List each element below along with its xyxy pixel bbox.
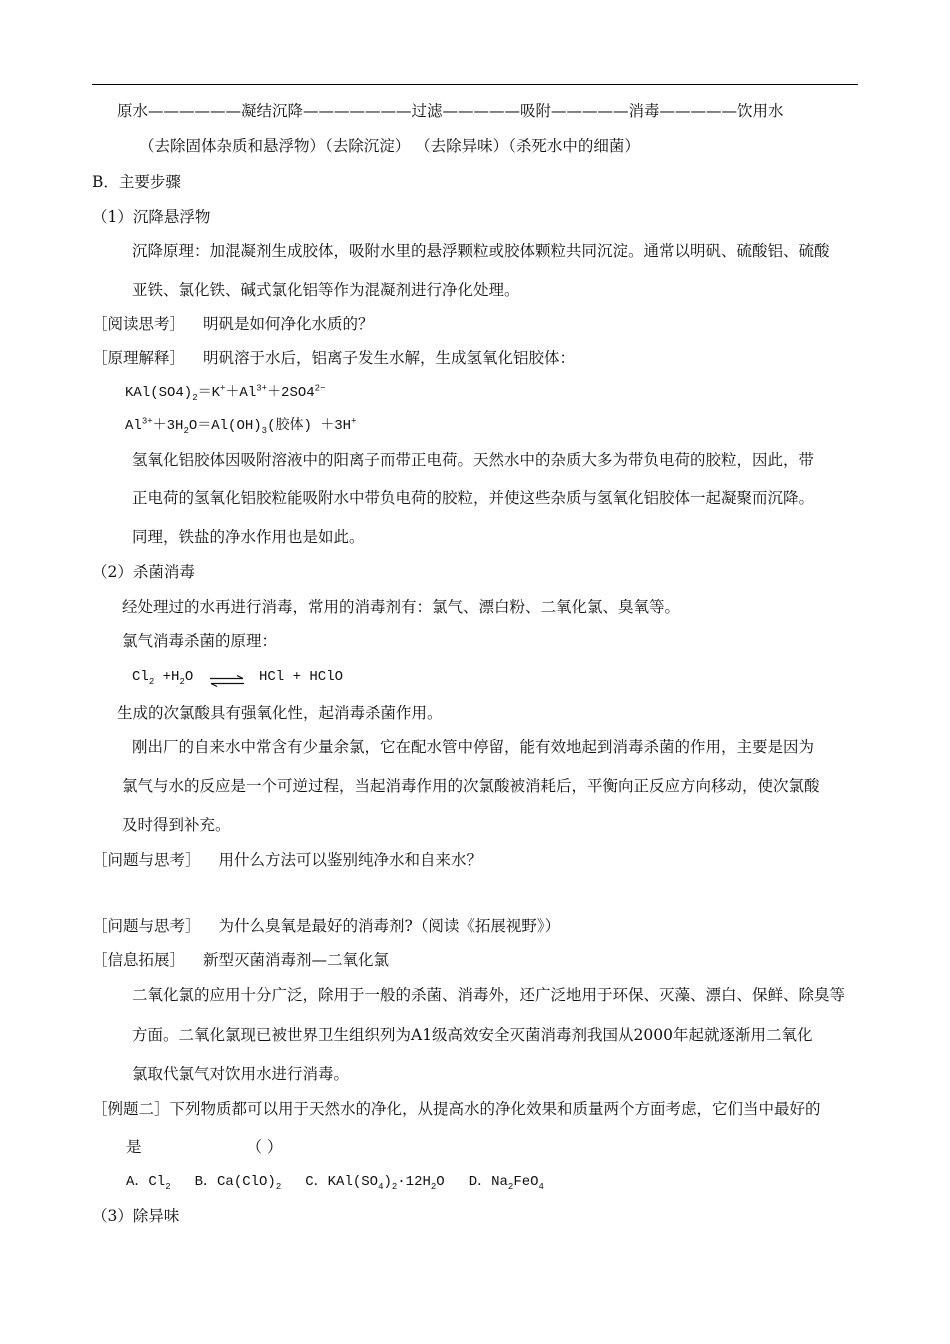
read-think-tag: ［阅读思考］ <box>92 315 186 333</box>
read-think-row <box>92 314 374 334</box>
process-notes: （去除固体杂质和悬浮物）（去除沉淀） （去除异味）（杀死水中的细菌） <box>139 137 640 155</box>
equation-chlorine-right: HCl + HClO <box>259 669 344 685</box>
header-rule <box>92 84 858 85</box>
example-options <box>126 1172 544 1192</box>
principle-explain-text: 明矾溶于水后，铝离子发生水解，生成氢氧化铝胶体： <box>203 349 576 367</box>
question-text-2: 为什么臭氧是最好的消毒剂?（阅读《拓展视野》） <box>218 917 561 935</box>
option-c: C．$KAl(SO_4)_2\cdot 12H_2O$ <box>305 1174 445 1192</box>
section-b-heading: B．主要步骤 <box>92 173 181 191</box>
step2-text-line4: 刚出厂的自来水中常含有少量余氯，它在配水管中停留，能有效地起到消毒杀菌的作用，主要是因为 <box>132 738 815 756</box>
step1-heading: （1）沉降悬浮物 <box>92 208 211 226</box>
question-tag-2: ［问题与思考］ <box>92 917 201 935</box>
info-extension-row <box>92 950 389 970</box>
answer-blank: （ ） <box>246 1138 283 1156</box>
info-line2: 方面。二氧化氯现已被世界卫生组织列为A1级高效安全灭菌消毒剂我国从2000年起就逐渐用二氧化 <box>132 1026 813 1044</box>
question-row-2 <box>92 916 560 936</box>
question-row-1 <box>92 850 482 870</box>
example-line1: ［例题二］下列物质都可以用于天然水的净化，从提高水的净化效果和质量两个方面考虑，它们当中最好的 <box>92 1100 821 1118</box>
step1-body-line2: 正电荷的氢氧化铝胶粒能吸附水中带负电荷的胶粒，并使这些杂质与氢氧化铝胶体一起凝聚而沉降。 <box>132 489 815 507</box>
reversible-arrow-icon <box>209 675 245 687</box>
option-d: D．$Na_2FeO_4$ <box>468 1174 544 1192</box>
step2-text-line5: 氯气与水的反应是一个可逆过程，当起消毒作用的次氯酸被消耗后，平衡向正反应方向移动，使次氯酸 <box>122 777 820 795</box>
example-line2-text: 是 <box>126 1138 142 1156</box>
equation-chlorine-left: $Cl_2 +H_2O$ <box>132 669 194 687</box>
example-line2 <box>126 1137 282 1157</box>
question-tag-1: ［问题与思考］ <box>92 851 201 869</box>
info-line3: 氯取代氯气对饮用水进行消毒。 <box>132 1065 350 1083</box>
step2-text-line2: 氯气消毒杀菌的原理： <box>122 632 278 650</box>
step2-heading: （2）杀菌消毒 <box>92 563 195 581</box>
option-b: B．$Ca(ClO)_2$ <box>194 1174 282 1192</box>
principle-explain-tag: ［原理解释］ <box>92 349 186 367</box>
step2-text-line3: 生成的次氯酸具有强氧化性，起消毒杀菌作用。 <box>117 704 443 722</box>
info-extension-title: 新型灭菌消毒剂—二氧化氯 <box>203 951 390 969</box>
read-think-question: 明矾是如何净化水质的？ <box>203 315 374 333</box>
step3-heading: （3）除异味 <box>92 1207 180 1225</box>
equation-al-hydrolysis: $Al^{3+}+3H_2O=Al(OH)_3$(胶体) ＋3H+ <box>125 416 357 436</box>
info-extension-tag: ［信息拓展］ <box>92 951 186 969</box>
step1-body-line1: 氢氧化铝胶体因吸附溶液中的阳离子而带正电荷。天然水中的杂质大多为带负电荷的胶粒，因此，带 <box>132 451 815 469</box>
step1-principle-line1: 沉降原理：加混凝剂生成胶体，吸附水里的悬浮颗粒或胶体颗粒共同沉淀。通常以明矾、硫酸铝、硫酸 <box>132 242 830 260</box>
step1-body-line3: 同理，铁盐的净水作用也是如此。 <box>132 528 365 546</box>
equation-alum-dissolve: $KAl(SO4)_2=K^++Al^{3+}+2SO4^{2-}$ <box>125 383 326 403</box>
step1-principle-line2: 亚铁、氯化铁、碱式氯化铝等作为混凝剂进行净化处理。 <box>132 281 520 299</box>
info-line1: 二氧化氯的应用十分广泛，除用于一般的杀菌、消毒外，还广泛地用于环保、灭藻、漂白、保鲜、除臭等 <box>132 986 846 1004</box>
process-line: 原水——————凝结沉降———————过滤—————吸附—————消毒—————饮用水 <box>117 102 784 120</box>
option-a: A．$Cl_2$ <box>126 1174 171 1192</box>
step2-text-line6: 及时得到补充。 <box>122 816 231 834</box>
principle-explain-row <box>92 348 575 368</box>
step2-text-line1: 经处理过的水再进行消毒，常用的消毒剂有：氯气、漂白粉、二氧化氯、臭氧等。 <box>122 598 681 616</box>
question-text-1: 用什么方法可以鉴别纯净水和自来水？ <box>218 851 483 869</box>
